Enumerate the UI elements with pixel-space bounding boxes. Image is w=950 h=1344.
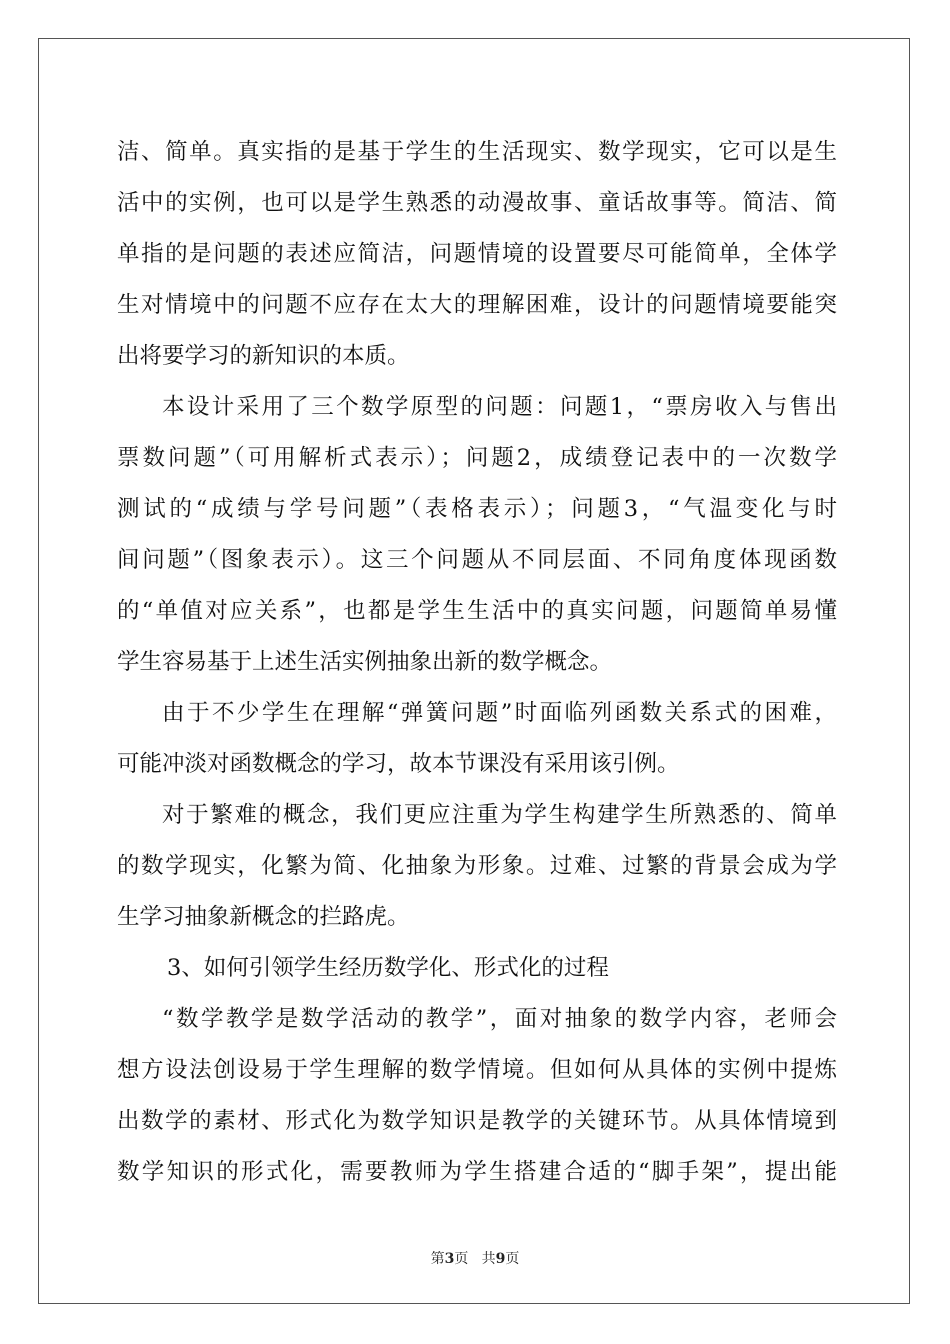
text-line: 学生容易基于上述生活实例抽象出新的数学概念。 (117, 649, 613, 675)
document-body (117, 127, 837, 1198)
footer-total-prefix: 共 (481, 1251, 496, 1267)
text-line: 生对情境中的问题不应存在太大的理解困难，设计的问题情境要能突 (117, 292, 837, 318)
text-line: 出将要学习的新知识的本质。 (117, 343, 410, 369)
footer-page-number: 3 (444, 1251, 455, 1267)
section-heading: 3、如何引领学生经历数学化、形式化的过程 (167, 955, 609, 981)
text-line: 出数学的素材、形式化为数学知识是教学的关键环节。从具体情境到 (117, 1108, 837, 1134)
text-line: 想方设法创设易于学生理解的数学情境。但如何从具体的实例中提炼 (117, 1057, 837, 1083)
text-line: 对于繁难的概念，我们更应注重为学生构建学生所熟悉的、简单 (162, 802, 837, 828)
text-line: 洁、简单。真实指的是基于学生的生活现实、数学现实，它可以是生 (117, 139, 837, 165)
page-footer (0, 1248, 950, 1268)
text-line: 测试的“成绩与学号问题”（表格表示）；问题3，“气温变化与时 (117, 496, 837, 522)
text-line: 本设计采用了三个数学原型的问题：问题1，“票房收入与售出 (162, 394, 837, 420)
text-line: 的数学现实，化繁为简、化抽象为形象。过难、过繁的背景会成为学 (117, 853, 837, 879)
text-line: 票数问题”（可用解析式表示）；问题2，成绩登记表中的一次数学 (117, 445, 837, 471)
text-line: 生学习抽象新概念的拦路虎。 (117, 904, 410, 930)
text-line: 的“单值对应关系”，也都是学生生活中的真实问题，问题简单易懂 (117, 598, 837, 624)
text-line: “数学教学是数学活动的教学”，面对抽象的数学内容，老师会 (162, 1006, 837, 1032)
text-line: 数学知识的形式化，需要教师为学生搭建合适的“脚手架”，提出能 (117, 1159, 837, 1185)
text-line: 活中的实例，也可以是学生熟悉的动漫故事、童话故事等。简洁、简 (117, 190, 837, 216)
footer-total-pages: 9 (495, 1251, 506, 1267)
footer-page-suffix: 页 (454, 1251, 469, 1267)
text-line: 由于不少学生在理解“弹簧问题”时面临列函数关系式的困难， (162, 700, 837, 726)
footer-page-prefix: 第 (430, 1251, 445, 1267)
footer-total-suffix: 页 (505, 1251, 520, 1267)
text-line: 间问题”（图象表示）。这三个问题从不同层面、不同角度体现函数 (117, 547, 837, 573)
text-line: 可能冲淡对函数概念的学习，故本节课没有采用该引例。 (117, 751, 680, 777)
text-line: 单指的是问题的表述应简洁，问题情境的设置要尽可能简单，全体学 (117, 241, 837, 267)
